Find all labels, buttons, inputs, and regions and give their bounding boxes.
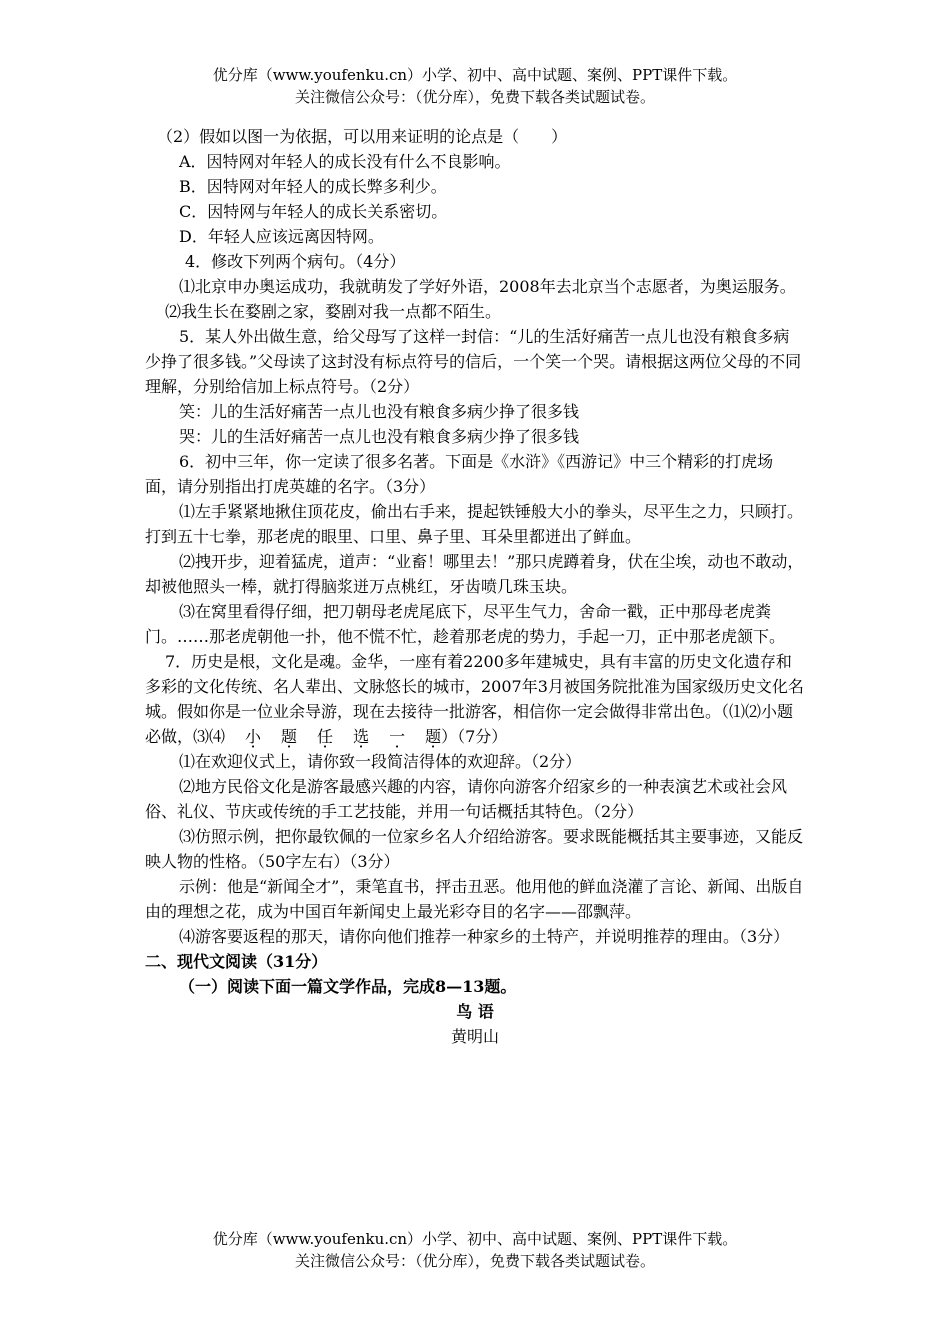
q7-stem-dotted bbox=[225, 727, 441, 746]
q6-stem: 6．初中三年，你一定读了很多名著。下面是《水浒》《西游记》中三个精彩的打虎场面，请分别指出打虎英雄的名字。（3分） bbox=[145, 452, 774, 496]
section-2-heading: 二、现代文阅读（31分） bbox=[145, 952, 328, 971]
emphasis-char: 小 bbox=[245, 727, 262, 746]
header-line-1: 优分库（www.youfenku.cn）小学、初中、高中试题、案例、PPT课件下载。 bbox=[212, 66, 738, 84]
q7-stem-part-a: 7．历史是根，文化是魂。金华，一座有着2200多年建城史，具有丰富的历史文化遗存和多彩的文化传统、名人辈出、文脉悠长的城市，2007年3月被国务院批准为国家级历史文化名城。假如你是一位业余导游，现在去接待一批游客，相信你一定会做得非常出色。（⑴⑵小题必做，⑶⑷ bbox=[145, 652, 804, 746]
emphasis-char: 题 bbox=[281, 727, 298, 746]
q4-sentence-1: ⑴北京申办奥运成功，我就萌发了学好外语，2008年去北京当个志愿者，为奥运服务。 bbox=[179, 277, 796, 296]
q3-2-option-a: A．因特网对年轻人的成长没有什么不良影响。 bbox=[179, 152, 511, 171]
q5-laugh-line: 笑：儿的生活好痛苦一点儿也没有粮食多病少挣了很多钱 bbox=[179, 402, 580, 421]
article-author: 黄明山 bbox=[450, 1027, 499, 1046]
q5-stem: 5．某人外出做生意，给父母写了这样一封信：“儿的生活好痛苦一点儿也没有粮食多病少挣了很多钱。”父母读了这封没有标点符号的信后，一个笑一个哭。请根据这两位父母的不同理解，分别给信加上标点符号。（2分） bbox=[145, 327, 802, 396]
q5-cry-line: 哭：儿的生活好痛苦一点儿也没有粮食多病少挣了很多钱 bbox=[179, 427, 580, 446]
footer-line-1: 优分库（www.youfenku.cn）小学、初中、高中试题、案例、PPT课件下载。 bbox=[212, 1230, 738, 1248]
emphasis-char: 一 bbox=[389, 727, 406, 746]
document-body bbox=[145, 124, 805, 1049]
q7-example: 示例：他是“新闻全才”，秉笔直书，抨击丑恶。他用他的鲜血浇灌了言论、新闻、出版自由的理想之花，成为中国百年新闻史上最光彩夺目的名字——邵飘萍。 bbox=[145, 877, 804, 921]
q3-2-stem: （2）假如以图一为依据，可以用来证明的论点是（ ） bbox=[157, 127, 568, 146]
emphasis-char: 选 bbox=[353, 727, 370, 746]
q7-part-1: ⑴在欢迎仪式上，请你致一段简洁得体的欢迎辞。（2分） bbox=[179, 752, 582, 771]
q4-stem: 4．修改下列两个病句。（4分） bbox=[185, 252, 406, 271]
q7-stem bbox=[145, 649, 805, 749]
footer-line-2: 关注微信公众号：（优分库），免费下载各类试题试卷。 bbox=[294, 1252, 655, 1270]
emphasis-char: 题 bbox=[425, 727, 442, 746]
q7-stem-part-b: ）（7分） bbox=[441, 727, 508, 746]
article-title: 鸟 语 bbox=[456, 1002, 494, 1021]
q7-part-4: ⑷游客要返程的那天，请你向他们推荐一种家乡的土特产，并说明推荐的理由。（3分） bbox=[179, 927, 790, 946]
section-2-subheading: （一）阅读下面一篇文学作品，完成8—13题。 bbox=[179, 977, 517, 996]
page-footer bbox=[0, 1228, 950, 1272]
emphasis-char: 任 bbox=[317, 727, 334, 746]
q6-passage-1: ⑴左手紧紧地揪住顶花皮，偷出右手来，提起铁锤般大小的拳头，尽平生之力，只顾打。打到五十七拳，那老虎的眼里、口里、鼻子里、耳朵里都迸出了鲜血。 bbox=[145, 502, 804, 546]
q4-sentence-2: ⑵我生长在婺剧之家，婺剧对我一点都不陌生。 bbox=[165, 302, 502, 321]
q7-part-2: ⑵地方民俗文化是游客最感兴趣的内容，请你向游客介绍家乡的一种表演艺术或社会风俗、礼仪、节庆或传统的手工艺技能，并用一句话概括其特色。（2分） bbox=[145, 777, 788, 821]
page-header bbox=[0, 64, 950, 108]
q6-passage-3: ⑶在窝里看得仔细，把刀朝母老虎尾底下，尽平生气力，舍命一戳，正中那母老虎粪门。……那老虎朝他一扑，他不慌不忙，趁着那老虎的势力，手起一刀，正中那老虎颔下。 bbox=[145, 602, 786, 646]
q3-2-option-c: C．因特网与年轻人的成长关系密切。 bbox=[179, 202, 448, 221]
q3-2-option-b: B．因特网对年轻人的成长弊多利少。 bbox=[179, 177, 447, 196]
q6-passage-2: ⑵拽开步，迎着猛虎，道声：“业畜！哪里去！”那只虎蹲着身，伏在尘埃，动也不敢动，却被他照头一棒，就打得脑浆迸万点桃红，牙齿喷几珠玉块。 bbox=[145, 552, 804, 596]
header-line-2: 关注微信公众号：（优分库），免费下载各类试题试卷。 bbox=[294, 88, 655, 106]
q3-2-option-d: D．年轻人应该远离因特网。 bbox=[179, 227, 384, 246]
q7-part-3: ⑶仿照示例，把你最钦佩的一位家乡名人介绍给游客。要求既能概括其主要事迹，又能反映人物的性格。（50字左右）（3分） bbox=[145, 827, 804, 871]
